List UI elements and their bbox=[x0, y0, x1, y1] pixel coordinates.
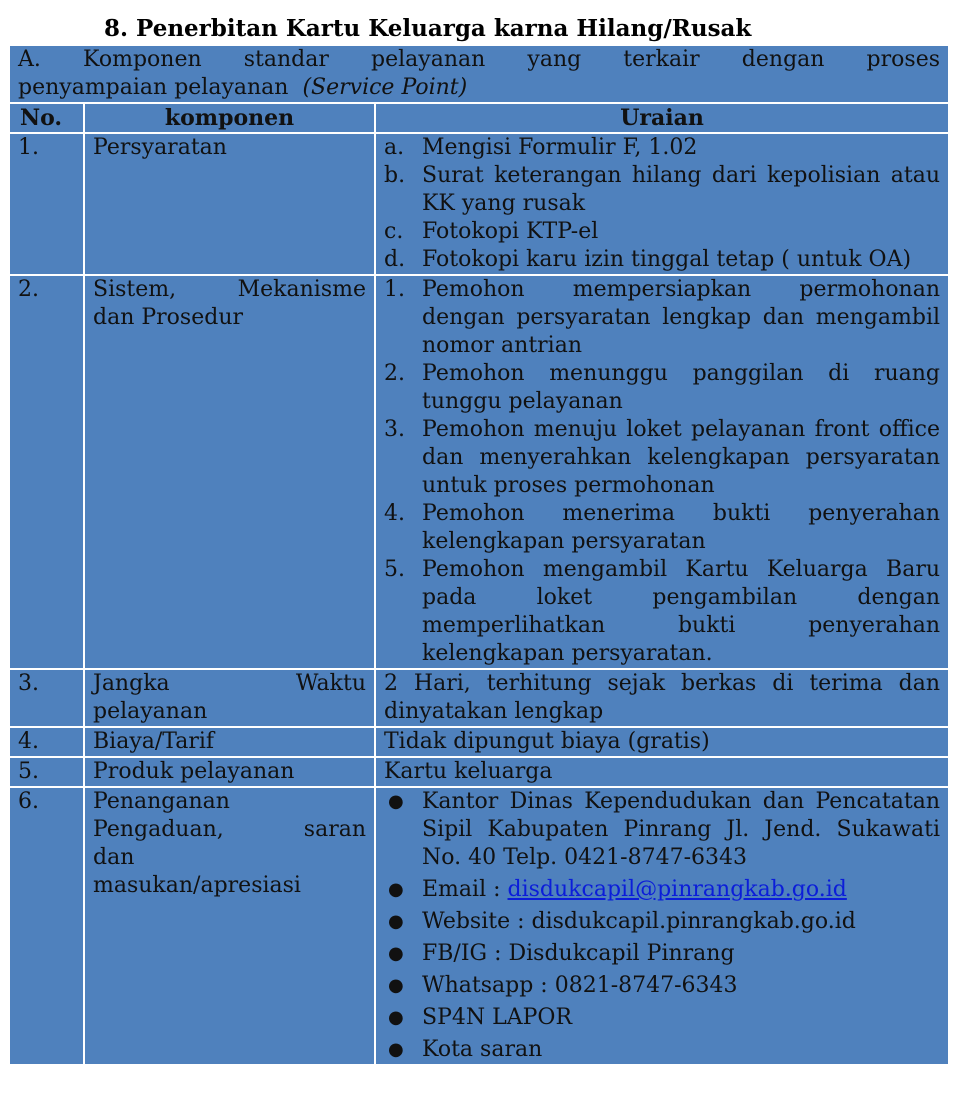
item-text: Fotokopi KTP-el bbox=[422, 219, 599, 244]
list-item bbox=[384, 246, 940, 274]
item-marker: d. bbox=[384, 247, 406, 272]
list-item bbox=[384, 972, 940, 1000]
item-marker: 4. bbox=[384, 501, 405, 526]
table-row bbox=[9, 787, 949, 1065]
bullet-icon: ● bbox=[388, 1039, 404, 1060]
row-uraian: Kartu keluarga bbox=[375, 757, 949, 787]
section-heading bbox=[9, 45, 949, 103]
row-number: 4. bbox=[9, 727, 84, 757]
header-no: No. bbox=[9, 103, 84, 133]
komponen-line: dan Prosedur bbox=[93, 305, 244, 330]
bullet-icon: ● bbox=[388, 943, 404, 964]
list-item bbox=[384, 876, 940, 904]
list-item bbox=[384, 162, 940, 218]
list-item bbox=[384, 134, 940, 162]
section-heading-line1: Komponen standar pelayanan yang terkair dengan proses bbox=[83, 47, 941, 72]
social-text: FB/IG : Disdukcapil Pinrang bbox=[422, 941, 735, 966]
section-prefix: A. bbox=[18, 47, 41, 72]
item-text: Fotokopi karu izin tinggal tetap ( untuk OA) bbox=[422, 247, 912, 272]
row-uraian: 2 Hari, terhitung sejak berkas di terima dan dinyatakan lengkap bbox=[375, 669, 949, 727]
row-komponen: Produk pelayanan bbox=[84, 757, 375, 787]
list-item bbox=[384, 500, 940, 556]
office-address: Kantor Dinas Kependudukan dan Pencatatan Sipil Kabupaten Pinrang Jl. Jend. Sukawati No. 40 Telp. 0421-8747-6343 bbox=[422, 789, 941, 870]
bullet-icon: ● bbox=[388, 879, 404, 900]
komponen-line: dan bbox=[93, 845, 135, 870]
header-uraian: Uraian bbox=[375, 103, 949, 133]
section-number: 8. bbox=[104, 15, 129, 42]
bullet-icon: ● bbox=[388, 1007, 404, 1028]
list-item bbox=[384, 276, 940, 360]
row-komponen bbox=[84, 787, 375, 1065]
sp4n-text: SP4N LAPOR bbox=[422, 1005, 573, 1030]
komponen-line: masukan/apresiasi bbox=[93, 873, 301, 898]
title-text: Penerbitan Kartu Keluarga karna Hilang/Rusak bbox=[136, 15, 752, 42]
row-uraian: Tidak dipungut biaya (gratis) bbox=[375, 727, 949, 757]
table-row bbox=[9, 757, 949, 787]
row-komponen: Persyaratan bbox=[84, 133, 375, 275]
table-row bbox=[9, 669, 949, 727]
section-heading-row bbox=[9, 45, 949, 103]
item-text: Pemohon menunggu panggilan di ruang tunggu pelayanan bbox=[422, 361, 941, 414]
website-text: Website : disdukcapil.pinrangkab.go.id bbox=[422, 909, 856, 934]
row-number: 3. bbox=[9, 669, 84, 727]
komponen-line: Penanganan bbox=[93, 789, 230, 814]
item-text: Pemohon menuju loket pelayanan front office dan menyerahkan kelengkapan persyaratan untuk proses permohonan bbox=[422, 417, 941, 498]
row-uraian bbox=[375, 275, 949, 669]
header-komponen: komponen bbox=[84, 103, 375, 133]
table-header-row bbox=[9, 103, 949, 133]
bullet-icon: ● bbox=[388, 911, 404, 932]
list-item bbox=[384, 908, 940, 936]
item-marker: 5. bbox=[384, 557, 405, 582]
bullet-icon: ● bbox=[388, 975, 404, 996]
row-komponen: Biaya/Tarif bbox=[84, 727, 375, 757]
service-point-label: (Service Point) bbox=[302, 75, 468, 100]
list-item bbox=[384, 556, 940, 668]
item-marker: c. bbox=[384, 219, 404, 244]
item-text: Mengisi Formulir F, 1.02 bbox=[422, 135, 698, 160]
list-item bbox=[384, 360, 940, 416]
email-label: Email : bbox=[422, 877, 508, 902]
section-heading-line2: penyampaian pelayanan bbox=[18, 75, 289, 100]
komponen-line: Jangka Waktu bbox=[93, 671, 366, 696]
row-komponen bbox=[84, 669, 375, 727]
list-item bbox=[384, 218, 940, 246]
item-text: Pemohon mempersiapkan permohonan dengan persyaratan lengkap dan mengambil nomor antrian bbox=[422, 277, 941, 358]
row-number: 5. bbox=[9, 757, 84, 787]
list-item bbox=[384, 1036, 940, 1064]
item-text: Pemohon menerima bukti penyerahan kelengkapan persyaratan bbox=[422, 501, 941, 554]
bullet-icon: ● bbox=[388, 791, 404, 812]
item-marker: 1. bbox=[384, 277, 405, 302]
kota-saran-text: Kota saran bbox=[422, 1037, 543, 1062]
service-standard-table bbox=[8, 44, 950, 1066]
item-marker: 2. bbox=[384, 361, 405, 386]
row-komponen bbox=[84, 275, 375, 669]
item-marker: b. bbox=[384, 163, 406, 188]
list-item bbox=[384, 788, 940, 872]
list-item bbox=[384, 940, 940, 968]
table-row bbox=[9, 133, 949, 275]
komponen-line: Sistem, Mekanisme bbox=[93, 277, 366, 302]
whatsapp-text: Whatsapp : 0821-8747-6343 bbox=[422, 973, 738, 998]
item-marker: a. bbox=[384, 135, 405, 160]
list-item bbox=[384, 1004, 940, 1032]
item-text: Pemohon mengambil Kartu Keluarga Baru pada loket pengambilan dengan memperlihatkan bukti penyerahan kelengkapan persyaratan. bbox=[422, 557, 941, 666]
row-number: 6. bbox=[9, 787, 84, 1065]
table-row bbox=[9, 727, 949, 757]
list-item bbox=[384, 416, 940, 500]
item-text: Surat keterangan hilang dari kepolisian atau KK yang rusak bbox=[422, 163, 941, 216]
row-uraian bbox=[375, 787, 949, 1065]
email-link[interactable]: disdukcapil@pinrangkab.go.id bbox=[507, 877, 847, 902]
row-number: 2. bbox=[9, 275, 84, 669]
page-title bbox=[104, 14, 751, 44]
row-uraian bbox=[375, 133, 949, 275]
komponen-line: Pengaduan, saran bbox=[93, 817, 366, 842]
table-row bbox=[9, 275, 949, 669]
item-marker: 3. bbox=[384, 417, 405, 442]
row-number: 1. bbox=[9, 133, 84, 275]
komponen-line: pelayanan bbox=[93, 699, 208, 724]
